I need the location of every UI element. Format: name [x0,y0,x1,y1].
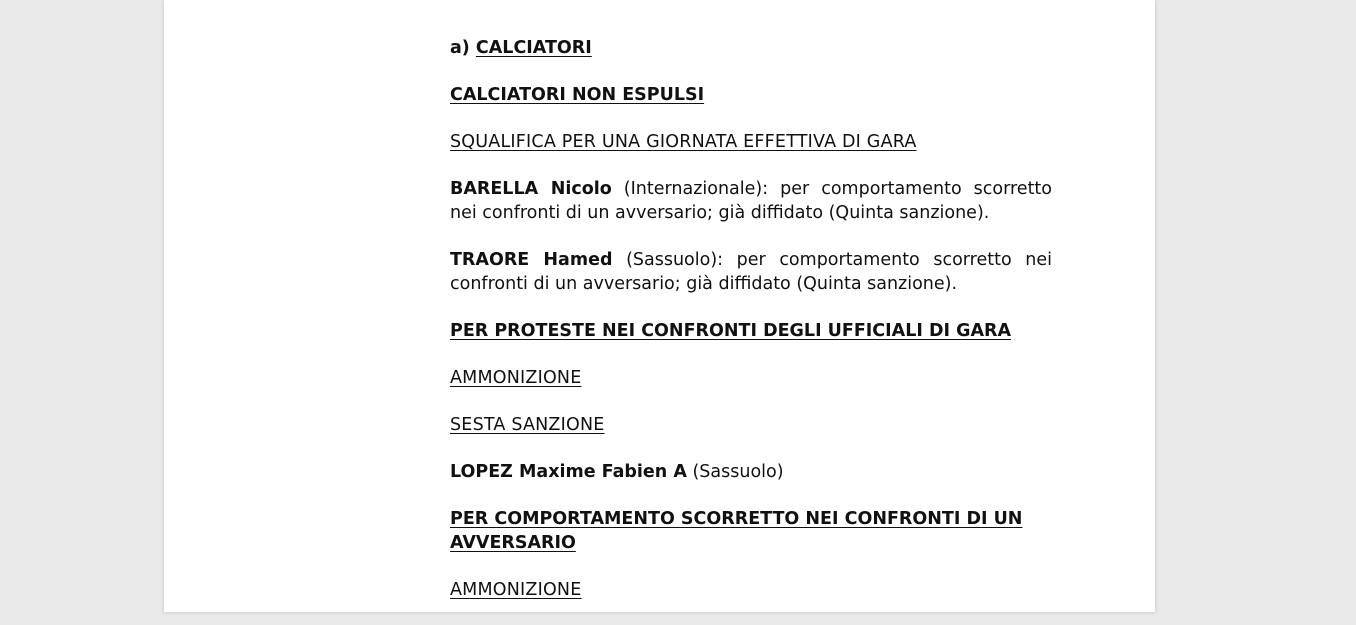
entry-traore [450,248,1052,296]
conduct-heading: PER COMPORTAMENTO SCORRETTO NEI CONFRONTI DI UN AVVERSARIO [450,509,1023,553]
entry-barella [450,177,1052,225]
section-heading [450,36,1052,60]
section-prefix: a) [450,38,476,58]
entry-text: (Internazionale): per comportamento scorretto nei confronti di un avversario; già diffidato (Quinta sanzione). [450,179,1053,223]
entry-text: (Sassuolo): per comportamento scorretto nei confronti di un avversario; già diffidato (Quinta sanzione). [450,250,1053,294]
sixth-sanction-heading: SESTA SANZIONE [450,415,605,435]
admonition-heading-2: AMMONIZIONE [450,580,582,600]
document-page [164,0,1155,612]
section-title: CALCIATORI [475,38,592,58]
subsection-heading: CALCIATORI NON ESPULSI [450,85,705,105]
player-name: TRAORE Hamed [450,250,613,270]
player-name: BARELLA Nicolo [450,179,612,199]
entry-lopez [450,460,1052,484]
entry-text: (Sassuolo) [686,462,784,482]
player-name: LOPEZ Maxime Fabien A [450,462,687,482]
admonition-heading: AMMONIZIONE [450,368,582,388]
protest-heading: PER PROTESTE NEI CONFRONTI DEGLI UFFICIALI DI GARA [450,321,1012,341]
document-content [450,36,1052,625]
suspension-heading: SQUALIFICA PER UNA GIORNATA EFFETTIVA DI GARA [450,132,917,152]
